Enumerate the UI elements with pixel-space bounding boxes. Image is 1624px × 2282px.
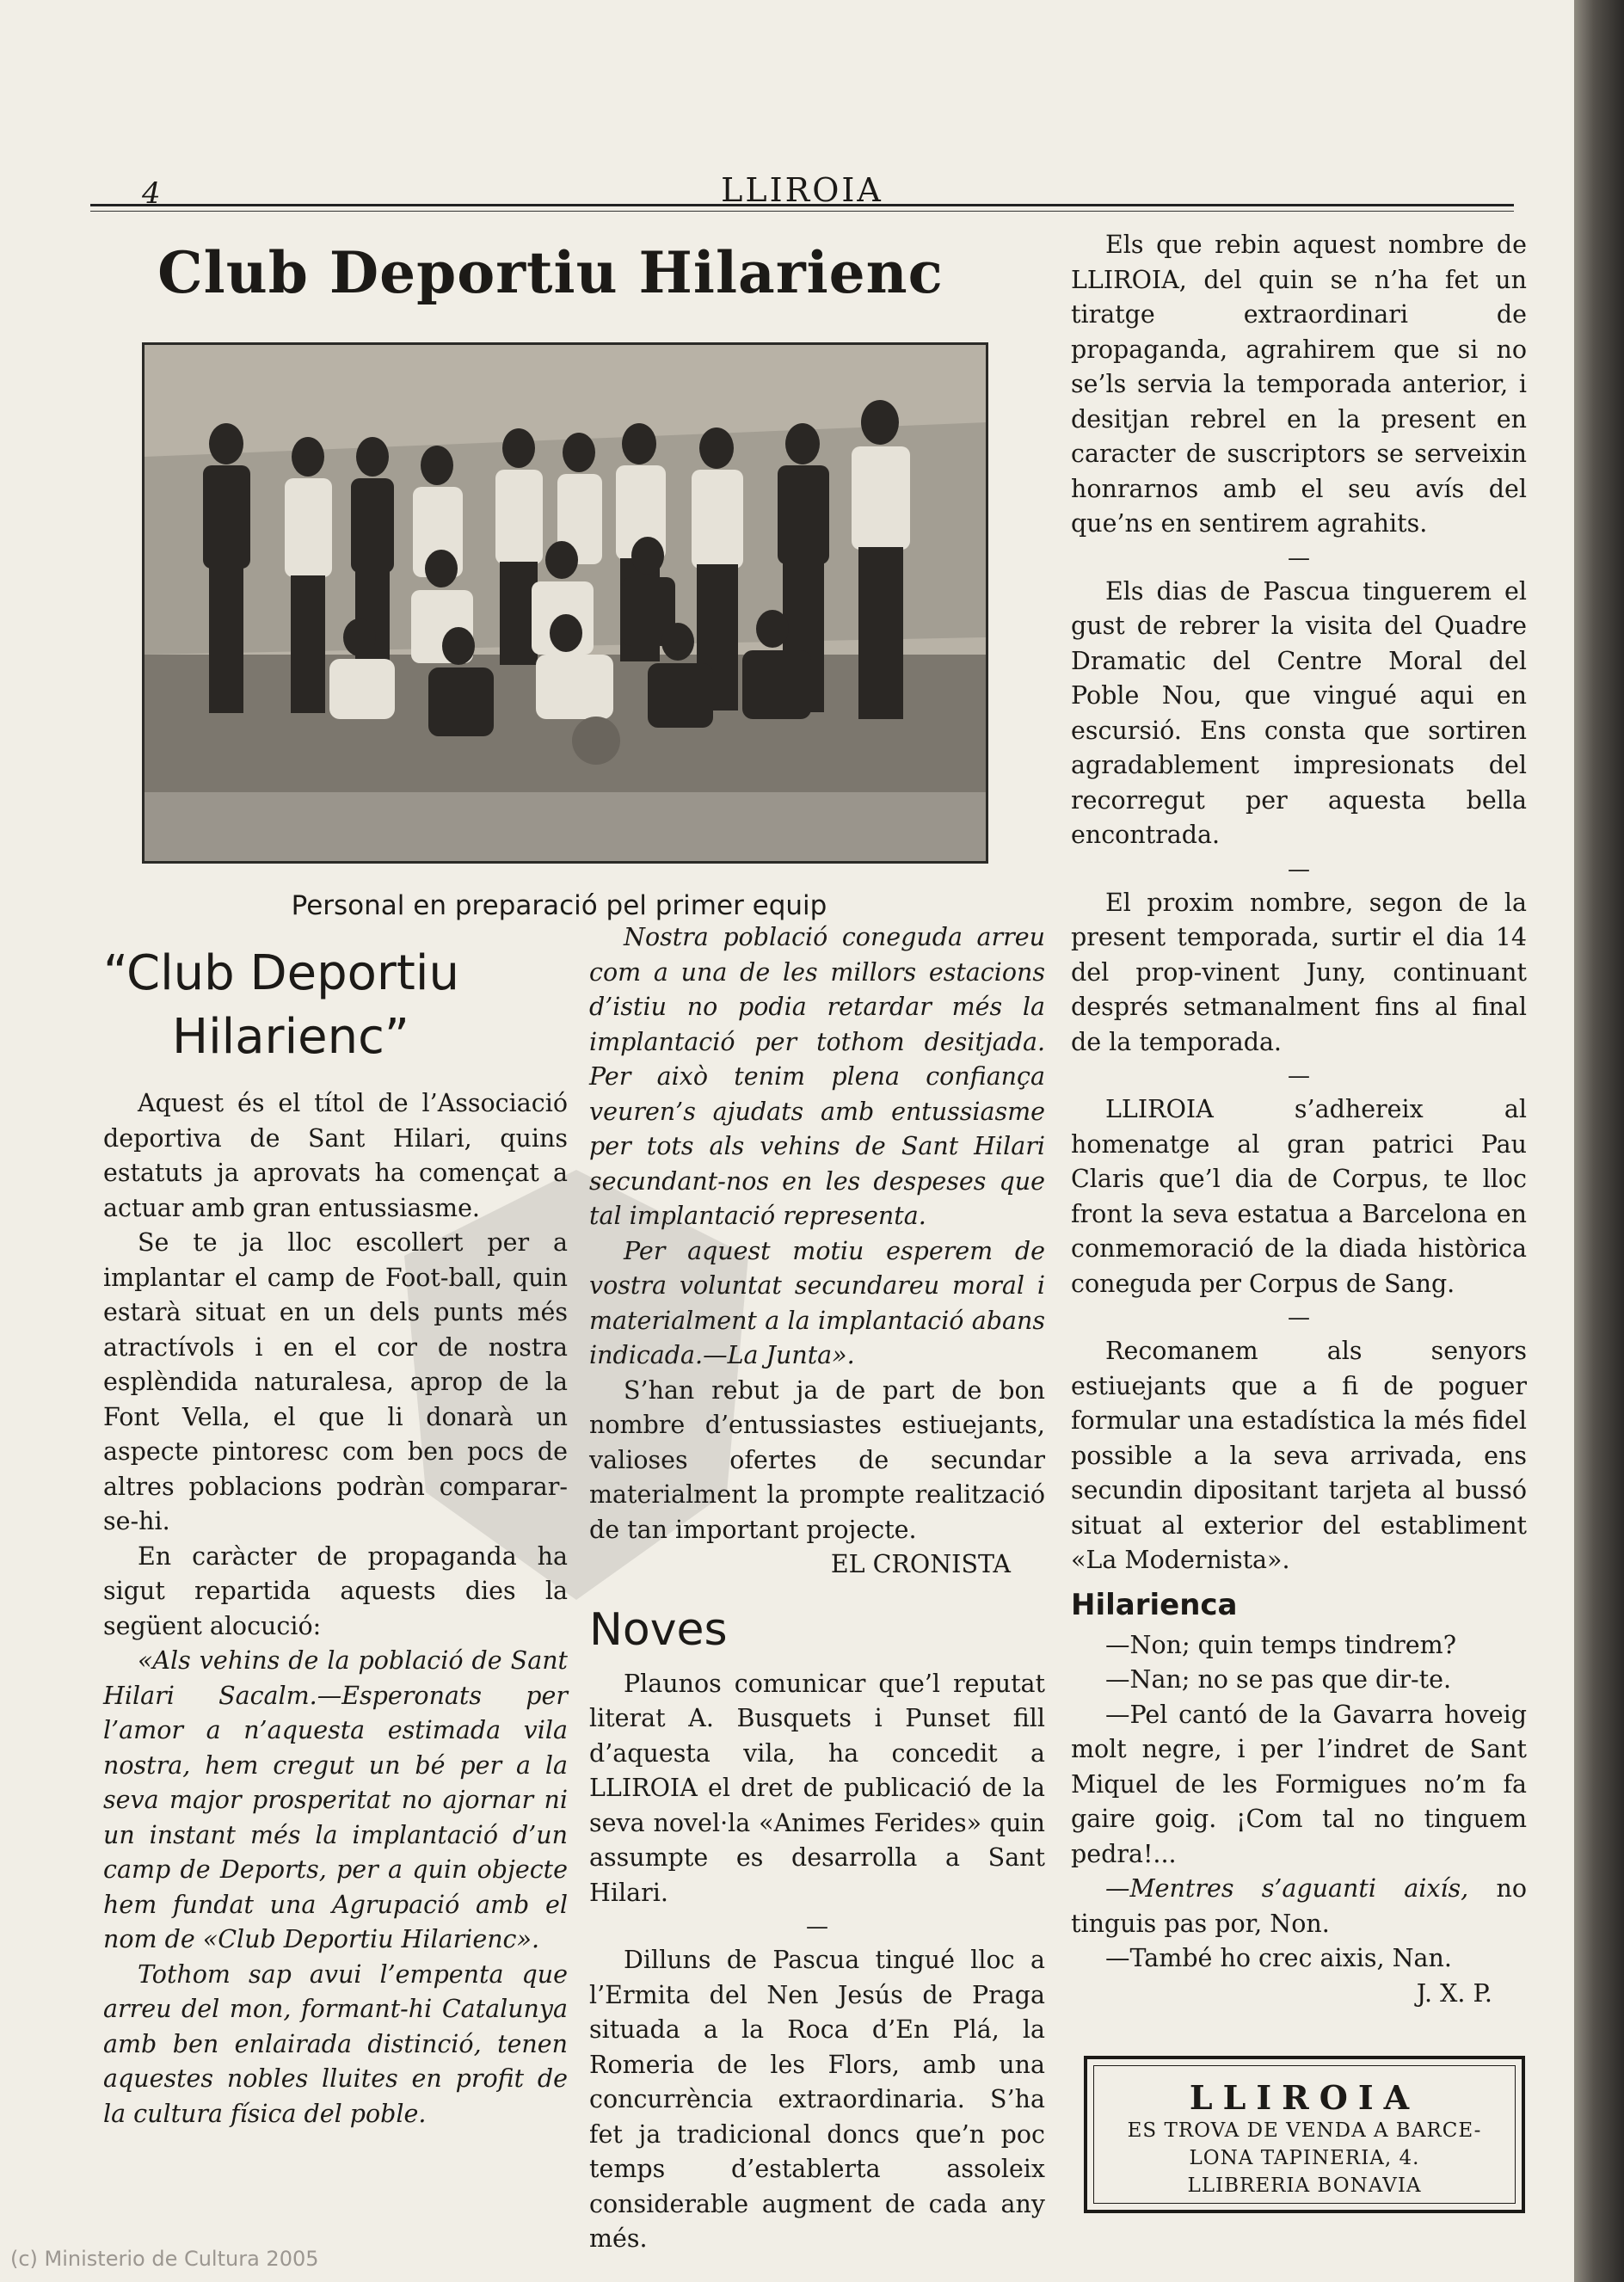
header-rule <box>90 204 1514 206</box>
header-rule-thin <box>90 211 1514 212</box>
team-photo-illustration <box>145 345 986 861</box>
dialogue-line-2: —Nan; no se pas que dir-te. <box>1105 1665 1452 1694</box>
club-paragraph-2: Se te ja lloc escollert per a implantar el camp de Foot-ball, quin estarà situat en un dels punts més atractívols i en el cor de nostra esplèndida naturalesa, aprop de la Font Vella, el que li donarà un aspecte pintoresc com ben pocs de altres poblacions podràn comparar-se-hi. <box>103 1228 568 1535</box>
main-title: Club Deportiu Hilarienc <box>157 239 944 306</box>
noves-item-2: Dilluns de Pascua tingué lloc a l’Ermita del Nen Jesús de Praga situada a la Roca d’En Plá, la Romeria de les Flors, amb una concurrència extraordinaria. S’ha fet ja tradicional doncs que’n poc temps d’establerta assoleix considerable augment de cada any més. <box>589 1946 1045 2253</box>
dialogue-line-3: —Pel cantó de la Gavarra hoveig molt negre, i per l’indret de Sant Miquel de les Formigues no’m fa gaire goig. ¡Com tal no tinguem pedra!... <box>1071 1700 1527 1868</box>
club-proclamation-1: «Als vehins de la població de Sant Hilari Sacalm.—Esperonats per l’amor a n’aquesta estimada vila nostra, hem cregut un bé per a la seva major prosperitat no ajornar ni un instant més la implantació d’un camp de Deports, per a quin objecte hem fundat una Agrupació amb el nom de «Club Deportiu Hilarienc». <box>103 1646 568 1953</box>
copyright-credit: (c) Ministerio de Cultura 2005 <box>10 2247 319 2271</box>
column-2 <box>589 920 1045 2257</box>
masthead: LLIROIA <box>721 171 883 209</box>
club-paragraph-3: En caràcter de propaganda ha sigut repartida aquests dies la següent alocució: <box>103 1541 568 1640</box>
club-heading-line-1: “Club Deportiu <box>103 945 459 1001</box>
page-header <box>90 168 1514 219</box>
notice-3: El proxim nombre, segon de la present temporada, surtir el dia 14 del prop-vinent Juny, continuant després setmanalment fins al final de la temporada. <box>1071 888 1527 1056</box>
section-separator: — <box>1288 1063 1310 1089</box>
club-heading-line-2: Hilarienc” <box>172 1009 409 1065</box>
club-paragraph-4: S’han rebut ja de part de bon nombre d’entussiastes estiuejants, valioses ofertes de secundar materialment la prompte realització de tan important projecte. <box>589 1375 1045 1544</box>
dialogue-line-4-rest: no tinguis pas por, Non. <box>1071 1874 1527 1938</box>
noves-item-1: Plaunos comunicar que’l reputat literat A. Busquets i Punset fill d’aquesta vila, ha concedit a LLIROIA el dret de publicació de la seva novel·la «Animes Ferides» quin assumpte es desarrolla a Sant Hilari. <box>589 1669 1045 1907</box>
club-paragraph-1: Aquest és el títol de l’Associació deportiva de Sant Hilari, quins estatuts ja aprovats ha començat a actuar amb gran entussiasme. <box>103 1089 568 1222</box>
dialogue-line-5: —També ho crec aixis, Nan. <box>1105 1944 1452 1972</box>
ad-title: LLIROIA <box>1189 2078 1420 2117</box>
club-proclamation-2: Tothom sap avui l’empenta que arreu del mon, formant-hi Catalunya amb ben enlairada distinció, tenen aquestes nobles lluites en profit de la cultura física del poble. <box>103 1959 568 2128</box>
dialogue-line-4-italic: —Mentres s’aguanti aixís, <box>1105 1874 1469 1903</box>
column-1 <box>103 942 568 2131</box>
club-proclamation-4: Per aquest motiu esperem de vostra voluntat secundareu moral i materialment a la implantació abans indicada.—La Junta». <box>589 1236 1045 1369</box>
column-3 <box>1071 228 1527 2011</box>
club-proclamation-3: Nostra població coneguda arreu com a una de les millors estacions d’istiu no podia retardar més la implantació per tothom desitjada. Per això tenim plena confiança veuren’s ajudats amb entussiasme per tots als vehins de Sant Hilari secundant-nos en les despeses que tal implantació representa. <box>589 923 1045 1230</box>
page-number: 4 <box>142 176 161 211</box>
hilarienca-heading: Hilarienca <box>1071 1587 1238 1622</box>
dialogue-line-4 <box>1071 1872 1527 1941</box>
book-binding-edge <box>1574 0 1624 2282</box>
section-separator: — <box>806 1914 828 1940</box>
section-separator: — <box>1288 1305 1310 1331</box>
ad-line-2: LONA TAPINERIA, 4. <box>1189 2147 1420 2169</box>
section-separator: — <box>1288 544 1310 571</box>
notice-5: Recomanem als senyors estiuejants que a fi de poguer formular una estadística la més fidel possible a la seva arrivada, ens secundin dipositant tarjeta al bussó situat al exterior del establiment «La Modernista». <box>1071 1337 1527 1574</box>
notice-4: LLIROIA s’adhereix al homenatge al gran patrici Pau Claris que’l dia de Corpus, te lloc front la seva estatua a Barcelona en conmemoració de la diada històrica coneguda per Corpus de Sang. <box>1071 1095 1527 1298</box>
notice-1: Els que rebin aquest nombre de LLIROIA, del quin se n’ha fet un tiratge extraordinari de propaganda, agrahirem que si no se’ls servia la temporada anterior, i desitjan rebrel en la present en caracter de suscriptors se serveixin honrarnos amb el seu avís del que’ns en sentirem agrahits. <box>1071 231 1527 538</box>
section-separator: — <box>1288 856 1310 883</box>
advertisement-box <box>1084 2056 1525 2213</box>
club-signature: EL CRONISTA <box>830 1550 1011 1578</box>
hilarienca-signature: J. X. P. <box>1416 1978 1492 2008</box>
dialogue-line-1: —Non; quin temps tindrem? <box>1105 1630 1456 1659</box>
photo-caption: Personal en preparació pel primer equip <box>291 890 827 921</box>
notice-2: Els dias de Pascua tinguerem el gust de rebrer la visita del Quadre Dramatic del Centre Moral del Poble Nou, que vingué aqui en escursió. Ens consta que sortiren agradablement impresionats del recorregut per aquesta bella encontrada. <box>1071 576 1527 849</box>
team-photo <box>142 342 988 864</box>
club-article-heading <box>103 942 568 1069</box>
ad-line-1: ES TROVA DE VENDA A BARCE- <box>1127 2119 1482 2142</box>
ad-line-3: LLIBRERIA BONAVIA <box>1187 2174 1422 2197</box>
noves-heading: Noves <box>589 1603 728 1656</box>
